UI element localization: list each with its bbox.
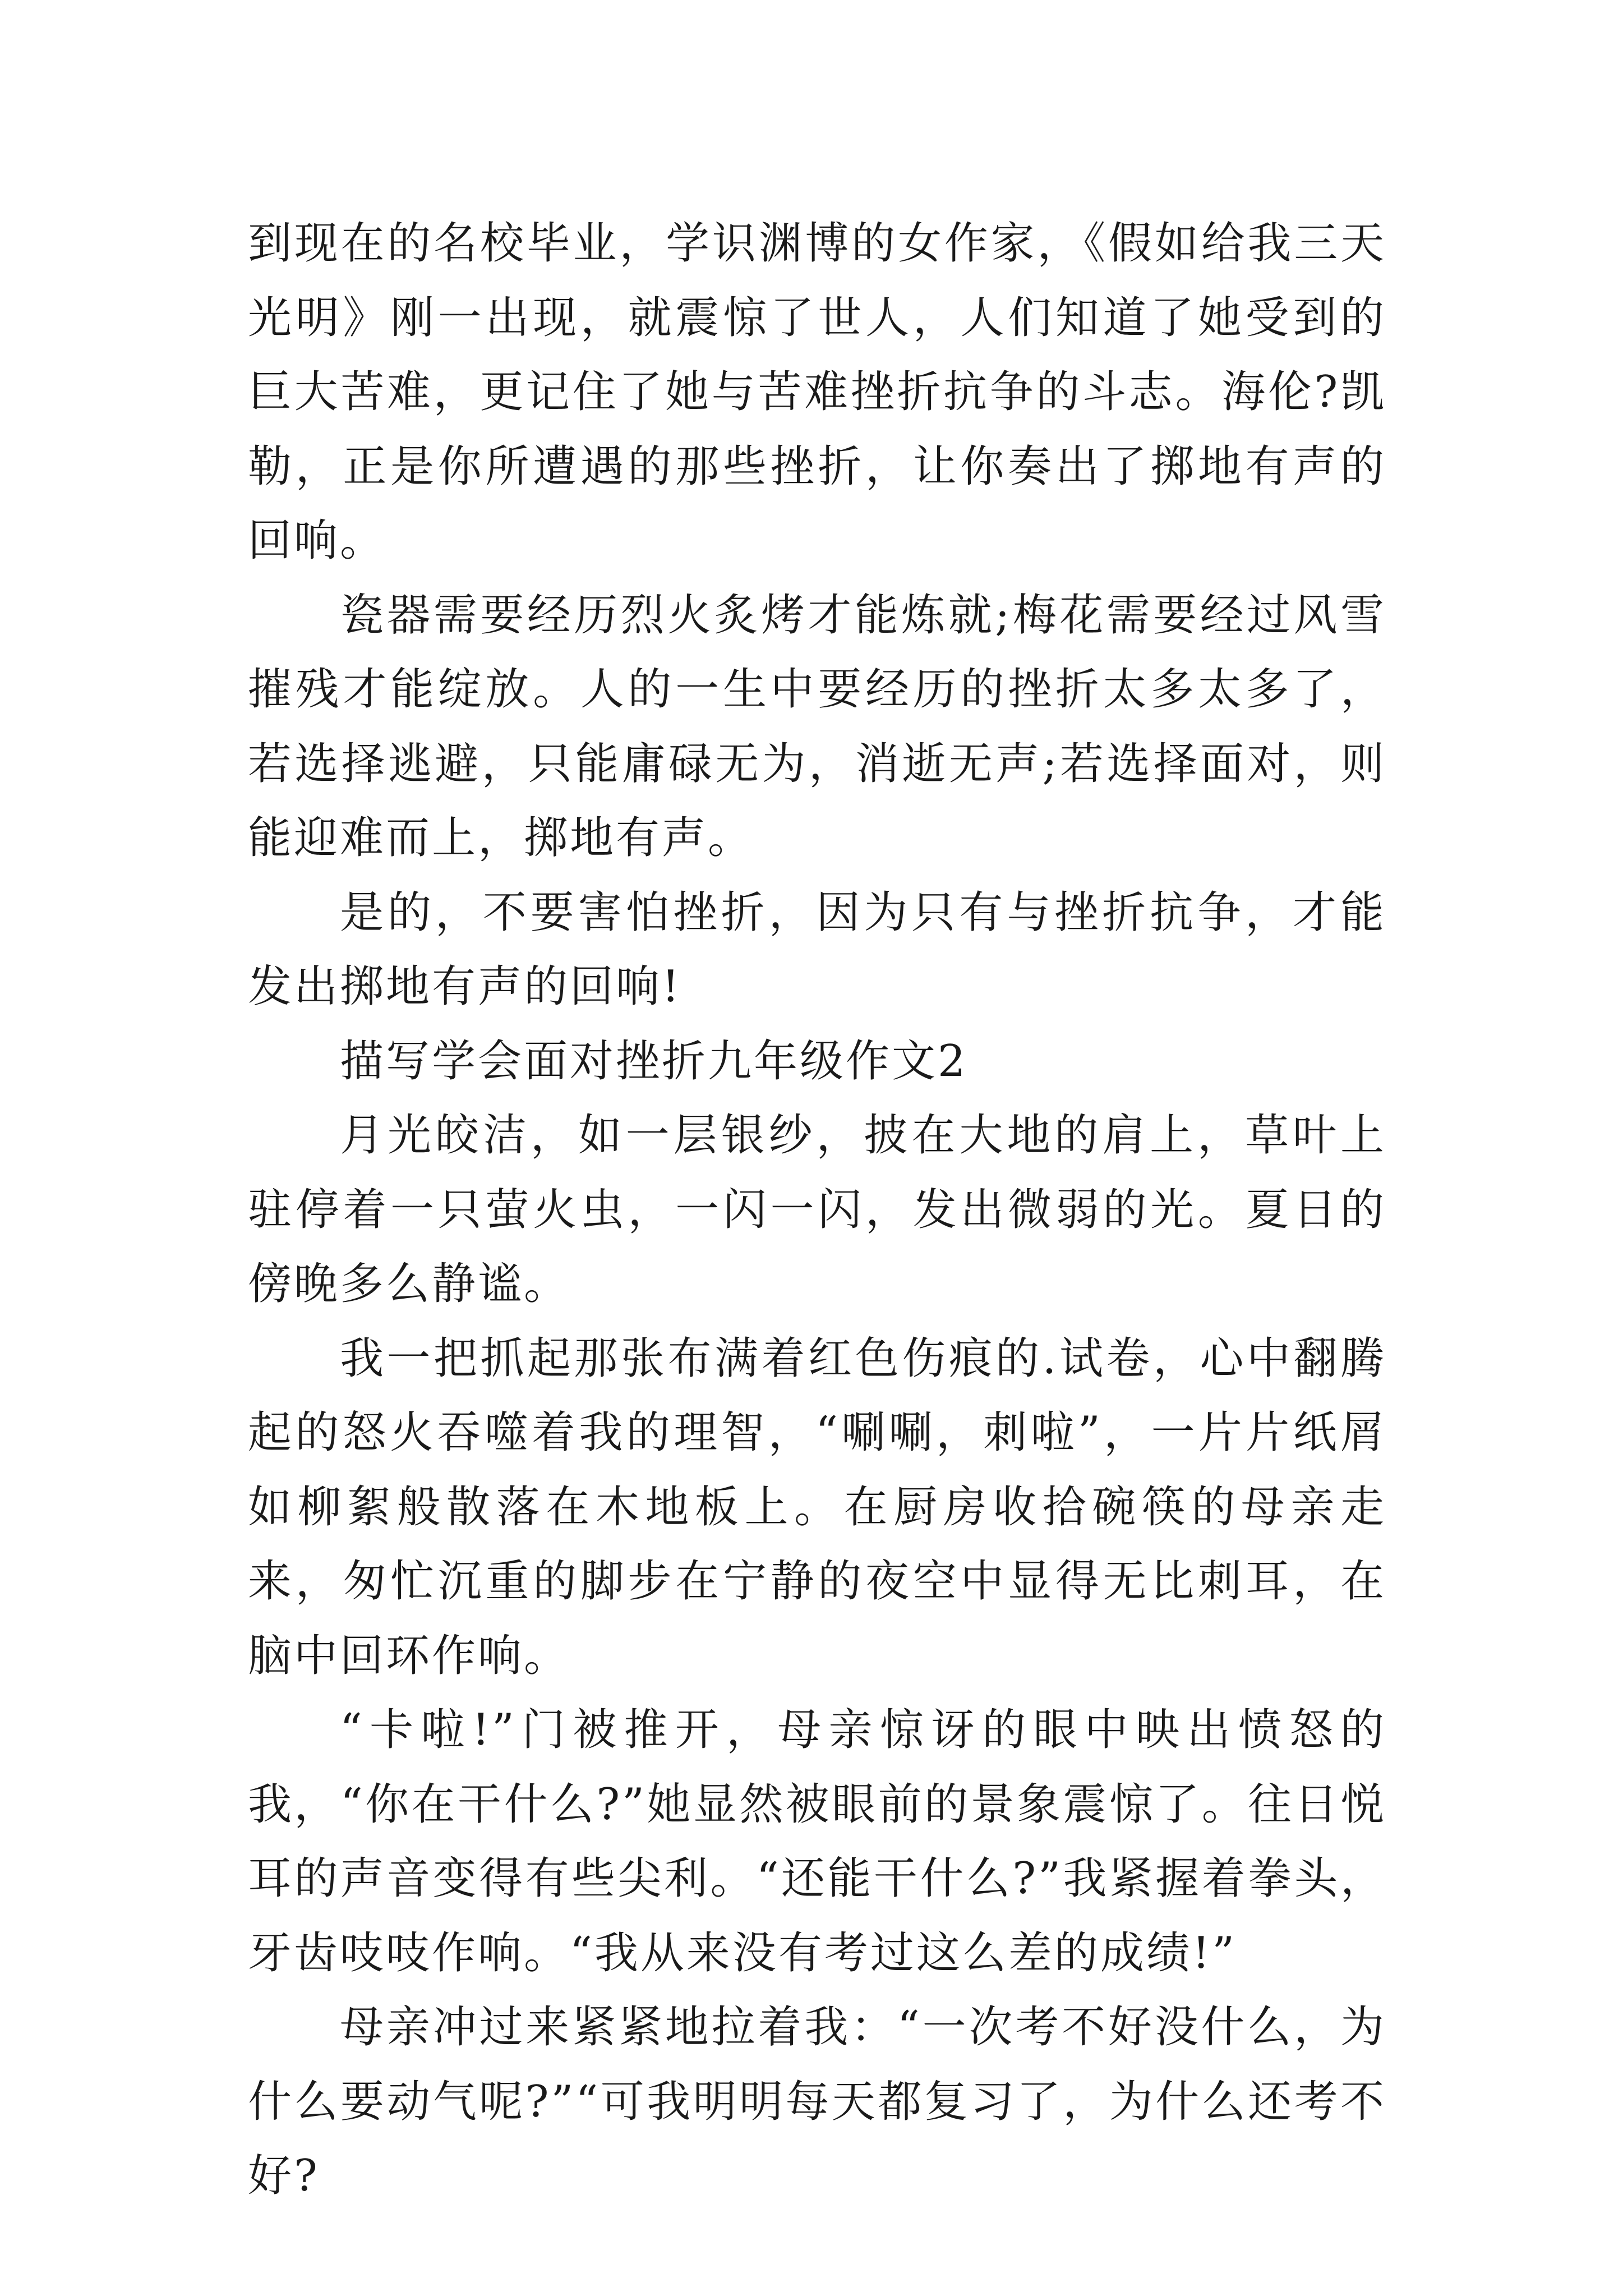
paragraph-continued: 到现在的名校毕业，学识渊博的女作家，《假如给我三天光明》刚一出现，就震惊了世人，人们知道了她受到的巨大苦难，更记住了她与苦难挫折抗争的斗志。海伦?凯勒，正是你所遭遇的那些挫折，让你奏出了掷地有声的回响。	[248, 218, 1386, 566]
paragraph: 瓷器需要经历烈火炙烤才能炼就;梅花需要经过风雪摧残才能绽放。人的一生中要经历的挫折太多太多了，若选择逃避，只能庸碌无为，消逝无声;若选择面对，则能迎难而上，掷地有声。	[248, 590, 1386, 863]
document-body	[248, 206, 1386, 2214]
paragraph: “卡啦!”门被推开，母亲惊讶的眼中映出愤怒的我，“你在干什么?”她显然被眼前的景象震惊了。往日悦耳的声音变得有些尖利。“还能干什么?”我紧握着拳头，牙齿吱吱作响。“我从来没有考过这么差的成绩!”	[248, 1705, 1386, 1978]
section-heading: 描写学会面对挫折九年级作文2	[340, 1036, 968, 1087]
paragraph: 母亲冲过来紧紧地拉着我：“一次考不好没什么，为什么要动气呢?”“可我明明每天都复习了，为什么还考不好?	[248, 2002, 1386, 2201]
paragraph: 月光皎洁，如一层银纱，披在大地的肩上，草叶上驻停着一只萤火虫，一闪一闪，发出微弱的光。夏日的傍晚多么静谧。	[248, 1110, 1386, 1309]
paragraph: 我一把抓起那张布满着红色伤痕的.试卷，心中翻腾起的怒火吞噬着我的理智，“唰唰，刺啦”，一片片纸屑如柳絮般散落在木地板上。在厨房收拾碗筷的母亲走来，匆忙沉重的脚步在宁静的夜空中显得无比刺耳，在脑中回环作响。	[248, 1333, 1386, 1681]
paragraph: 是的，不要害怕挫折，因为只有与挫折抗争，才能发出掷地有声的回响!	[248, 887, 1386, 1012]
